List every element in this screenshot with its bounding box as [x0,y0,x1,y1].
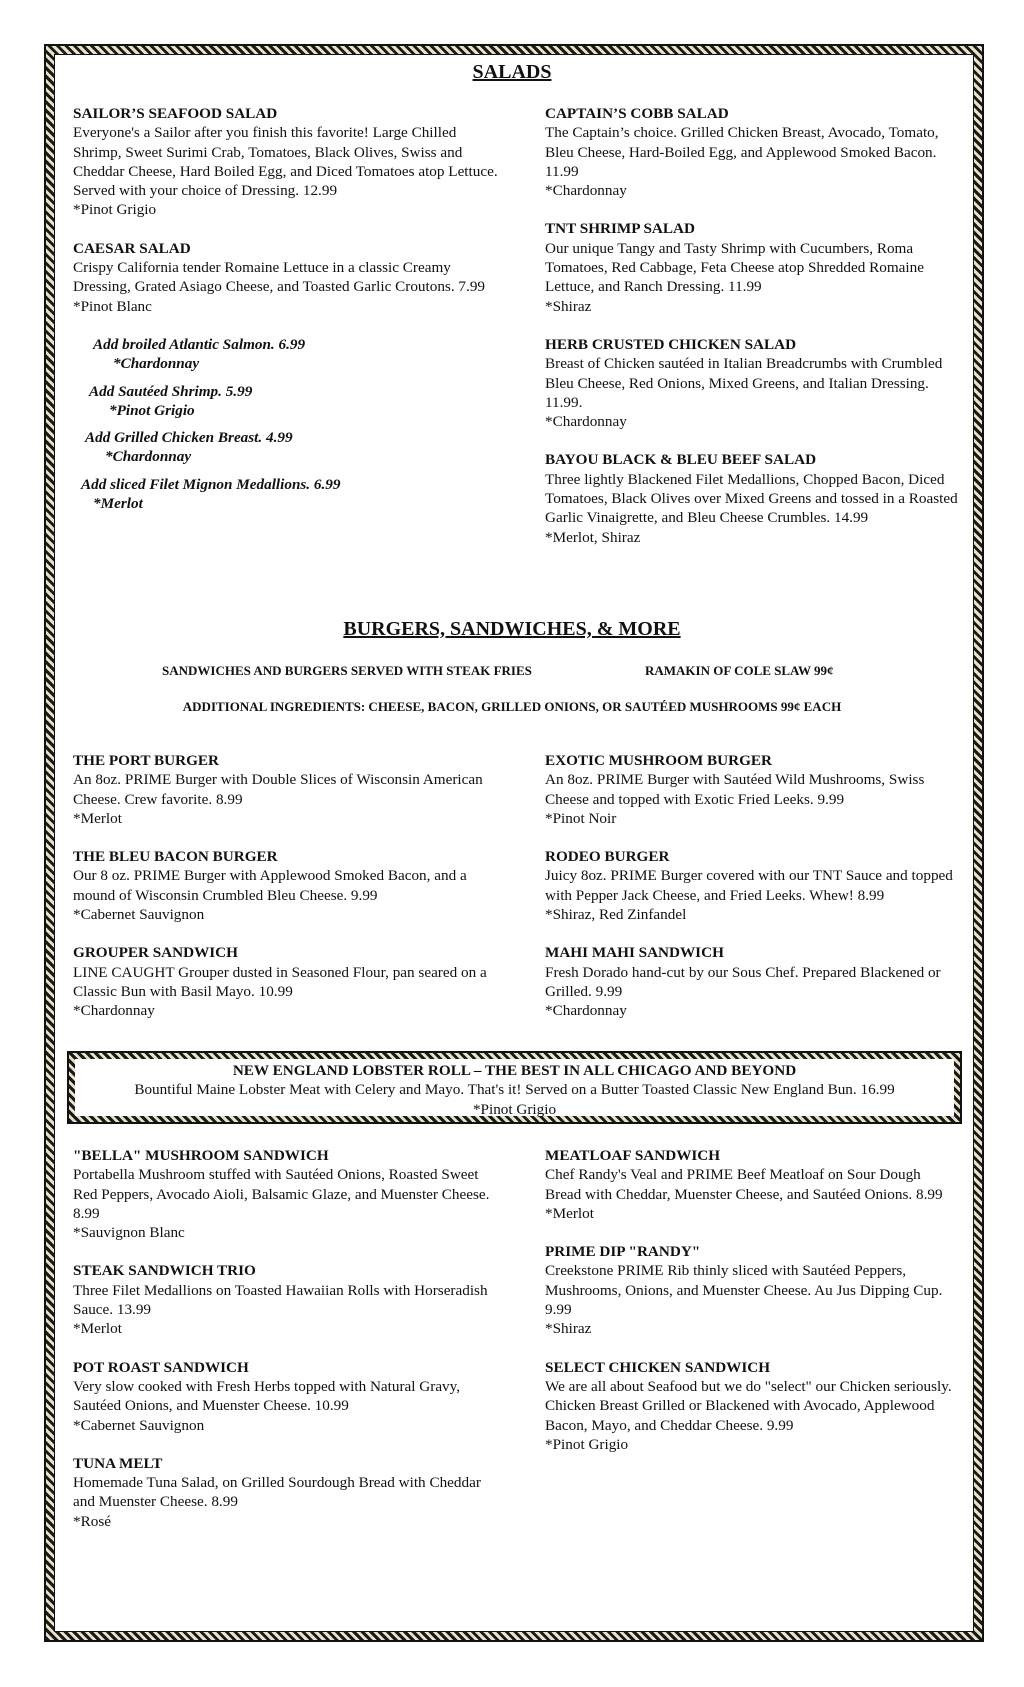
item-name: GROUPER SANDWICH [73,944,238,962]
menu-item [73,943,503,1020]
item-description: Fresh Dorado hand-cut by our Sous Chef. Prepared Blackened or Grilled. 9.99 [545,963,941,1000]
menu-item [545,219,965,315]
item-name: CAESAR SALAD [73,239,191,257]
addon-text: Add Sautéed Shrimp. 5.99 [89,382,253,400]
salad-addon [73,475,503,514]
wine-pairing: *Pinot Grigio [545,1435,629,1453]
item-name: MAHI MAHI SANDWICH [545,944,724,962]
wine-pairing: *Rosé [73,1512,111,1530]
item-description: An 8oz. PRIME Burger with Sautéed Wild Mushrooms, Swiss Cheese and topped with Exotic Fried Leeks. 9.99 [545,771,925,808]
menu-item [545,335,965,431]
menu-item [545,751,955,828]
wine-pairing: *Pinot Grigio [73,201,157,219]
served-with-note: SANDWICHES AND BURGERS SERVED WITH STEAK FRIES [162,663,532,678]
item-description: Chef Randy's Veal and PRIME Beef Meatloaf on Sour Dough Bread with Cheddar, Muenster Cheese, and Sautéed Onions. 8.99 [545,1166,943,1203]
item-name: THE PORT BURGER [73,752,220,769]
wine-pairing: *Merlot [545,1204,594,1222]
wine-pairing: *Pinot Grigio [109,401,195,419]
salad-addon [73,335,503,374]
menu-item [73,847,503,924]
menu-item [73,239,503,316]
item-name: THE BLEU BACON BURGER [73,848,278,866]
salads-left-column [73,104,503,521]
wine-pairing: *Chardonnay [545,182,627,200]
item-description: LINE CAUGHT Grouper dusted in Seasoned Flour, pan seared on a Classic Bun with Basil Mayo. 10.99 [73,963,487,1000]
item-name: "BELLA" MUSHROOM SANDWICH [73,1147,329,1164]
sandwiches-left-column [73,1146,503,1550]
wine-pairing: *Chardonnay [113,355,200,373]
burgers-right-column [545,751,955,1040]
menu-item [545,1242,955,1338]
cole-slaw-note: RAMAKIN OF COLE SLAW 99¢ [645,663,834,678]
item-description: Crispy California tender Romaine Lettuce in a classic Creamy Dressing, Grated Asiago Cheese, and Toasted Garlic Croutons. 7.99 [73,259,486,296]
addon-text: Add sliced Filet Mignon Medallions. 6.99 [81,475,341,493]
item-name: STEAK SANDWICH TRIO [73,1262,256,1280]
sandwiches-right-column [545,1146,955,1473]
wine-pairing: *Shiraz [545,1320,592,1338]
wine-pairing: *Chardonnay [105,448,192,466]
item-description: Three lightly Blackened Filet Medallions, Chopped Bacon, Diced Tomatoes, Black Olives over Mixed Greens and tossed in a Roasted Garlic Vinaigrette, and Bleu Cheese Crumbles. 14.99 [545,470,958,527]
wine-pairing: *Cabernet Sauvignon [73,906,205,924]
wine-pairing: *Chardonnay [545,1002,627,1020]
item-name: SELECT CHICKEN SANDWICH [545,1358,771,1376]
menu-item [545,1358,955,1454]
menu-item [545,450,965,546]
item-name: RODEO BURGER [545,848,670,866]
item-description: Our 8 oz. PRIME Burger with Applewood Smoked Bacon, and a mound of Wisconsin Crumbled Bleu Cheese. 9.99 [73,867,467,904]
salads-right-column [545,104,965,566]
wine-pairing: *Sauvignon Blanc [73,1224,185,1242]
item-description: Our unique Tangy and Tasty Shrimp with Cucumbers, Roma Tomatoes, Red Cabbage, Feta Cheese atop Shredded Romaine Lettuce, and Ranch Dressing. 11.99 [545,239,924,296]
salads-heading: SALADS [472,61,552,83]
menu-item [545,1146,955,1223]
burgers-left-column [73,751,503,1040]
addon-text: Add broiled Atlantic Salmon. 6.99 [93,335,306,353]
item-description: Juicy 8oz. PRIME Burger covered with our TNT Sauce and topped with Pepper Jack Cheese, and Fried Leeks. Whew! 8.99 [545,867,953,904]
menu-item [73,1261,503,1338]
menu-item [545,847,955,924]
item-description: Three Filet Medallions on Toasted Hawaiian Rolls with Horseradish Sauce. 13.99 [73,1281,488,1319]
item-description: Very slow cooked with Fresh Herbs topped with Natural Gravy, Sautéed Onions, and Muenster Cheese. 10.99 [73,1377,461,1415]
wine-pairing: *Merlot [73,809,122,827]
lobster-roll-box [75,1059,954,1116]
item-name: SAILOR’S SEAFOOD SALAD [73,105,278,122]
item-description: An 8oz. PRIME Burger with Double Slices of Wisconsin American Cheese. Crew favorite. 8.99 [73,771,483,808]
wine-pairing: *Cabernet Sauvignon [73,1416,205,1434]
item-description: Portabella Mushroom stuffed with Sautéed Onions, Roasted Sweet Red Peppers, Avocado Aioli, Balsamic Glaze, and Muenster Cheese. 8.99 [73,1166,490,1222]
item-description: Bountiful Maine Lobster Meat with Celery and Mayo. That's it! Served on a Butter Toasted Classic New England Bun. 16.99 [134,1081,895,1099]
item-description: We are all about Seafood but we do "select" our Chicken seriously. Chicken Breast Grilled or Blackened with Avocado, Applewood Bacon, Mayo, and Cheddar Cheese. 9.99 [545,1377,952,1434]
lobster-roll-feature [67,1051,962,1124]
burgers-heading: BURGERS, SANDWICHES, & MORE [343,618,681,640]
wine-pairing: *Chardonnay [545,413,627,431]
item-name: POT ROAST SANDWICH [73,1358,249,1376]
salad-addon [73,382,503,421]
wine-pairing: *Shiraz, Red Zinfandel [545,906,687,924]
wine-pairing: *Pinot Grigio [472,1100,557,1118]
wine-pairing: *Pinot Blanc [73,297,152,315]
menu-item [73,751,503,828]
menu-item [73,1454,503,1531]
item-description: Creekstone PRIME Rib thinly sliced with Sautéed Peppers, Mushrooms, Onions, and Muenster Cheese. Au Jus Dipping Cup. 9.99 [545,1262,943,1319]
item-name: BAYOU BLACK & BLEU BEEF SALAD [545,451,817,469]
item-name: PRIME DIP "RANDY" [545,1243,701,1261]
item-name: HERB CRUSTED CHICKEN SALAD [545,335,797,353]
item-name: NEW ENGLAND LOBSTER ROLL – THE BEST IN ALL CHICAGO AND BEYOND [232,1062,797,1079]
wine-pairing: *Pinot Noir [545,809,617,827]
item-name: TNT SHRIMP SALAD [545,220,695,238]
menu-item [73,1146,503,1242]
menu-item [73,1358,503,1435]
item-description: Breast of Chicken sautéed in Italian Breadcrumbs with Crumbled Bleu Cheese, Red Onions, Mixed Greens, and Italian Dressing. 11.99. [545,355,943,411]
wine-pairing: *Chardonnay [73,1002,155,1020]
additional-ingredients-note: ADDITIONAL INGREDIENTS: CHEESE, BACON, GRILLED ONIONS, OR SAUTÉED MUSHROOMS 99¢ EACH [182,699,842,714]
wine-pairing: *Shiraz [545,297,592,315]
salad-addon [73,428,503,467]
wine-pairing: *Merlot, Shiraz [545,528,641,546]
menu-item [545,943,955,1020]
wine-pairing: *Merlot [93,495,143,513]
item-description: Everyone's a Sailor after you finish this favorite! Large Chilled Shrimp, Sweet Surimi Crab, Tomatoes, Black Olives, Swiss and Cheddar Cheese, Hard Boiled Egg, and Diced Tomatoes atop Lettuce. Served with your choice of Dressing. 12.99 [73,124,498,200]
menu-item [73,104,503,220]
item-name: MEATLOAF SANDWICH [545,1147,721,1164]
addon-text: Add Grilled Chicken Breast. 4.99 [85,429,293,447]
menu-item [545,104,965,200]
wine-pairing: *Merlot [73,1320,122,1338]
item-description: Homemade Tuna Salad, on Grilled Sourdough Bread with Cheddar and Muenster Cheese. 8.99 [73,1474,481,1511]
item-name: TUNA MELT [73,1454,163,1472]
item-name: CAPTAIN’S COBB SALAD [545,105,729,122]
item-description: The Captain’s choice. Grilled Chicken Breast, Avocado, Tomato, Bleu Cheese, Hard-Boiled Egg, and Applewood Smoked Bacon. 11.99 [545,124,939,180]
item-name: EXOTIC MUSHROOM BURGER [545,752,772,769]
